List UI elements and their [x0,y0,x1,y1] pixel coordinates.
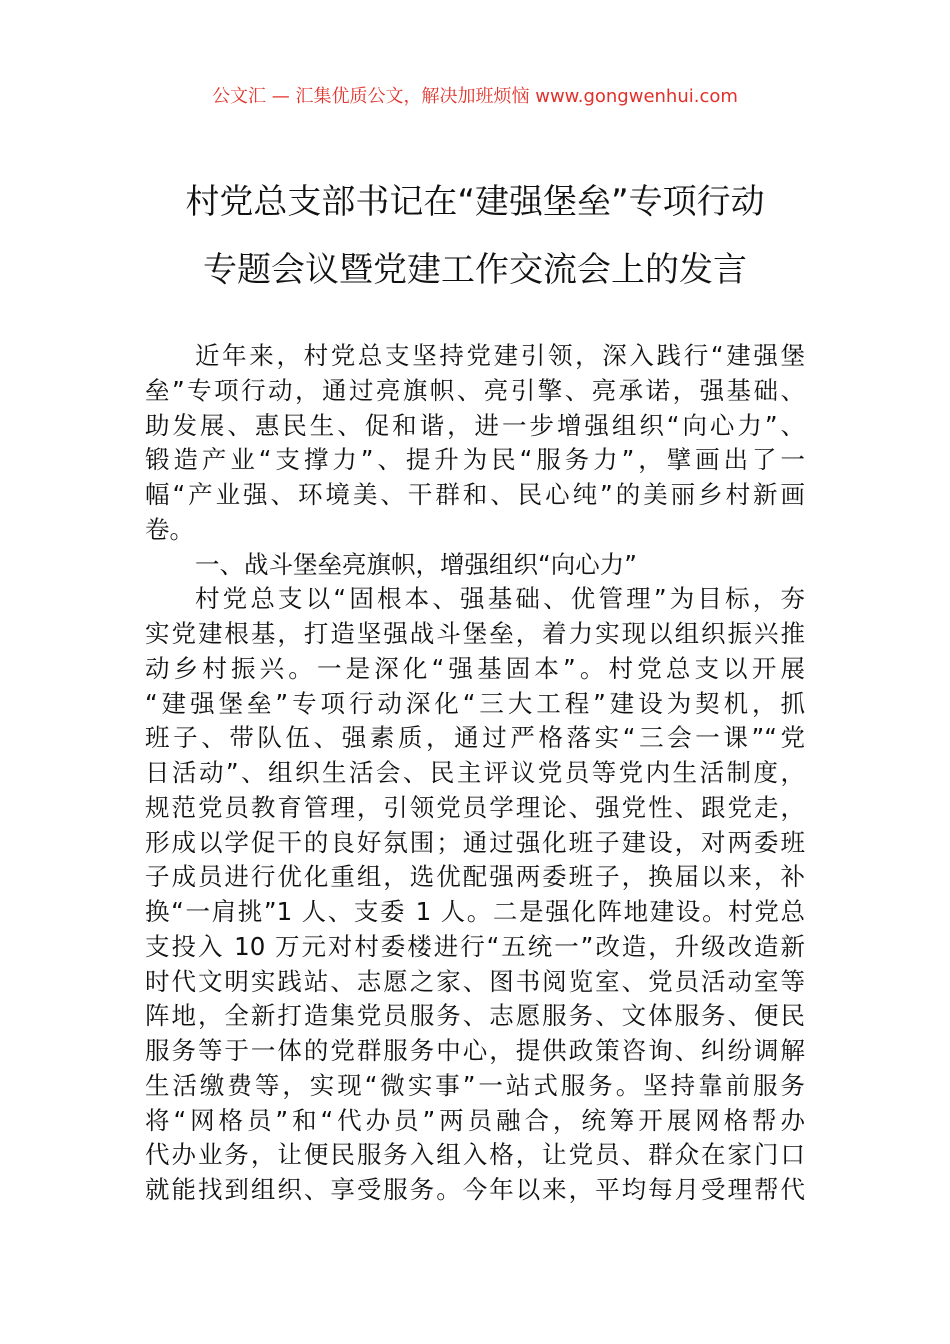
text-line: 换“一肩挑”1 人、支委 1 人。二是强化阵地建设。村党总 [145,897,805,926]
document-title-line-1: 村党总支部书记在“建强堡垒”专项行动 [185,182,765,222]
text-line: 将“网格员”和“代办员”两员融合，统筹开展网格帮办 [145,1105,805,1135]
text-line: 生活缴费等，实现“微实事”一站式服务。坚持靠前服务 [145,1070,805,1100]
text-line: 垒”专项行动，通过亮旗帜、亮引擎、亮承诺，强基础、 [145,375,805,405]
document-body [145,339,805,1208]
text-line: 服务等于一体的党群服务中心，提供政策咨询、纠纷调解 [145,1036,805,1065]
text-line: 村党总支以“固根本、强基础、优管理”为目标，夯 [195,584,805,614]
paragraph [145,339,805,548]
text-line: 时代文明实践站、志愿之家、图书阅览室、党员活动室等 [145,966,805,996]
text-line: 就能找到组织、享受服务。今年以来，平均每月受理帮代 [145,1175,805,1204]
text-line: 形成以学促干的良好氛围；通过强化班子建设，对两委班 [145,827,805,857]
text-line: 班子、带队伍、强素质，通过严格落实“三会一课”“党 [145,723,805,753]
watermark-header: 公文汇 — 汇集优质公文，解决加班烦恼 www.gongwenhui.com [212,86,738,107]
text-line: 卷。 [145,514,194,544]
text-line: 锻造产业“支撑力”、提升为民“服务力”，擘画出了一 [145,445,805,475]
text-line: 规范党员教育管理，引领党员学理论、强党性、跟党走， [145,792,805,822]
text-line: 实党建根基，打造坚强战斗堡垒，着力实现以组织振兴推 [145,619,805,648]
text-line: 动乡村振兴。一是深化“强基固本”。村党总支以开展 [145,653,805,683]
text-line: 支投入 10 万元对村委楼进行“五统一”改造，升级改造新 [145,931,805,961]
text-line: 日活动”、组织生活会、民主评议党员等党内生活制度， [145,758,805,787]
section-heading [145,548,805,583]
paragraph [145,582,805,1208]
text-line: 子成员进行优化重组，选优配强两委班子，换届以来，补 [145,862,805,892]
text-line: 助发展、惠民生、促和谐，进一步增强组织“向心力”、 [145,410,805,440]
text-line: 代办业务，让便民服务入组入格，让党员、群众在家门口 [145,1140,805,1170]
text-line: “建强堡垒”专项行动深化“三大工程”建设为契机，抓 [145,688,805,718]
text-line: 一、战斗堡垒亮旗帜，增强组织“向心力” [195,549,637,579]
text-line: 幅“产业强、环境美、干群和、民心纯”的美丽乡村新画 [145,480,805,509]
document-title-line-2: 专题会议暨党建工作交流会上的发言 [203,250,747,290]
text-line: 近年来，村党总支坚持党建引领，深入践行“建强堡 [195,341,805,370]
text-line: 阵地，全新打造集党员服务、志愿服务、文体服务、便民 [145,1001,805,1031]
